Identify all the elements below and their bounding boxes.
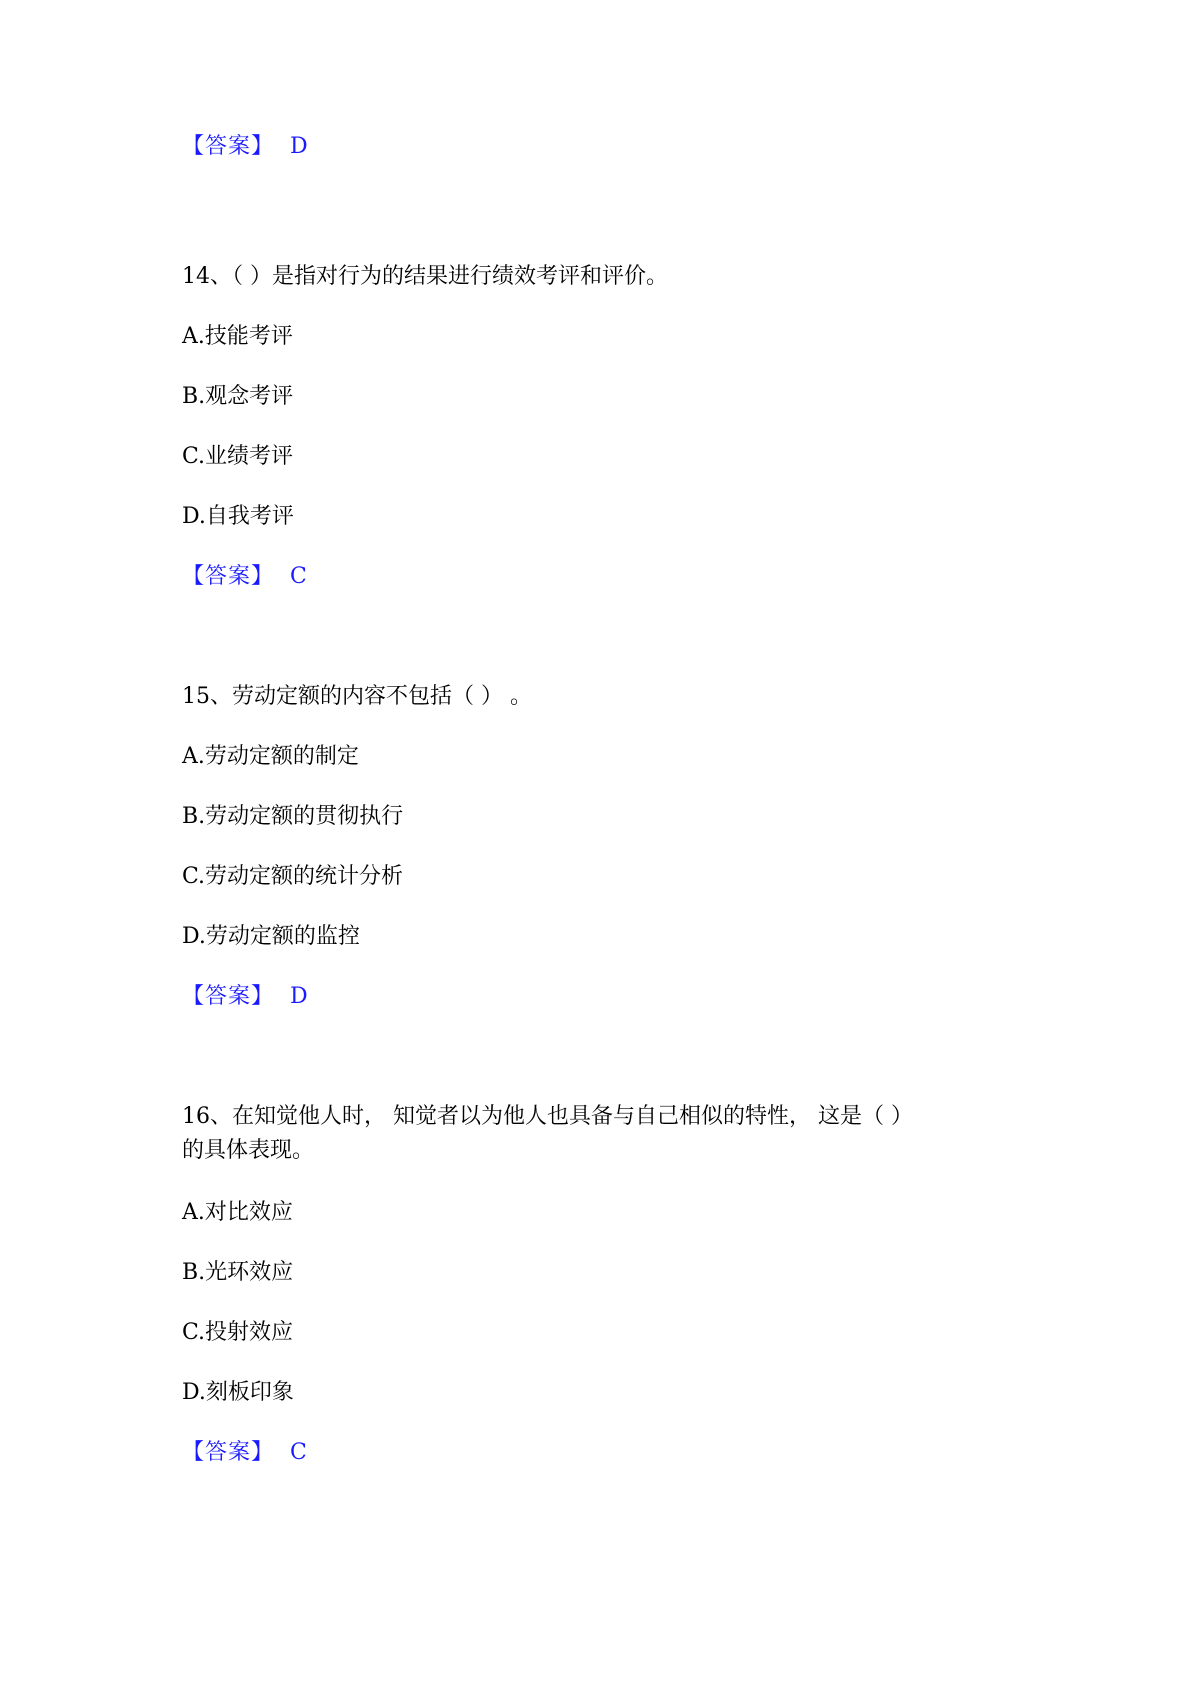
- question-15-answer: [182, 982, 308, 1012]
- question-14-option-a: A.技能考评: [182, 324, 293, 349]
- answer-label: 【答案】: [182, 1440, 275, 1465]
- question-14-answer: [182, 562, 307, 592]
- answer-value: D: [290, 134, 308, 159]
- question-16-option-a: A.对比效应: [182, 1200, 293, 1225]
- answer-label: 【答案】: [182, 984, 275, 1009]
- answer-line: [182, 132, 308, 162]
- question-16-option-b: B.光环效应: [182, 1260, 294, 1285]
- answer-value: D: [290, 984, 308, 1009]
- answer-value: C: [290, 564, 307, 589]
- question-16-option-c: C.投射效应: [182, 1320, 294, 1345]
- question-14-option-d: D.自我考评: [182, 504, 294, 529]
- question-14-stem: 14、（ ）是指对行为的结果进行绩效考评和评价。: [182, 264, 668, 289]
- answer-label: 【答案】: [182, 134, 275, 159]
- answer-label: 【答案】: [182, 564, 275, 589]
- question-16-stem-line-1: 16、在知觉他人时， 知觉者以为他人也具备与自己相似的特性， 这是（ ）: [182, 1104, 913, 1129]
- question-14-option-c: C.业绩考评: [182, 444, 294, 469]
- question-14-option-b: B.观念考评: [182, 384, 294, 409]
- question-16-answer: [182, 1438, 307, 1468]
- question-15-stem: 15、劳动定额的内容不包括（ ） 。: [182, 684, 532, 709]
- question-15-option-c: C.劳动定额的统计分析: [182, 864, 404, 889]
- question-15-option-b: B.劳动定额的贯彻执行: [182, 804, 404, 829]
- question-15-option-d: D.劳动定额的监控: [182, 924, 360, 949]
- question-15-option-a: A.劳动定额的制定: [182, 744, 359, 769]
- question-16-option-d: D.刻板印象: [182, 1380, 294, 1405]
- question-16-stem-line-2: 的具体表现。: [182, 1138, 315, 1163]
- answer-value: C: [290, 1440, 307, 1465]
